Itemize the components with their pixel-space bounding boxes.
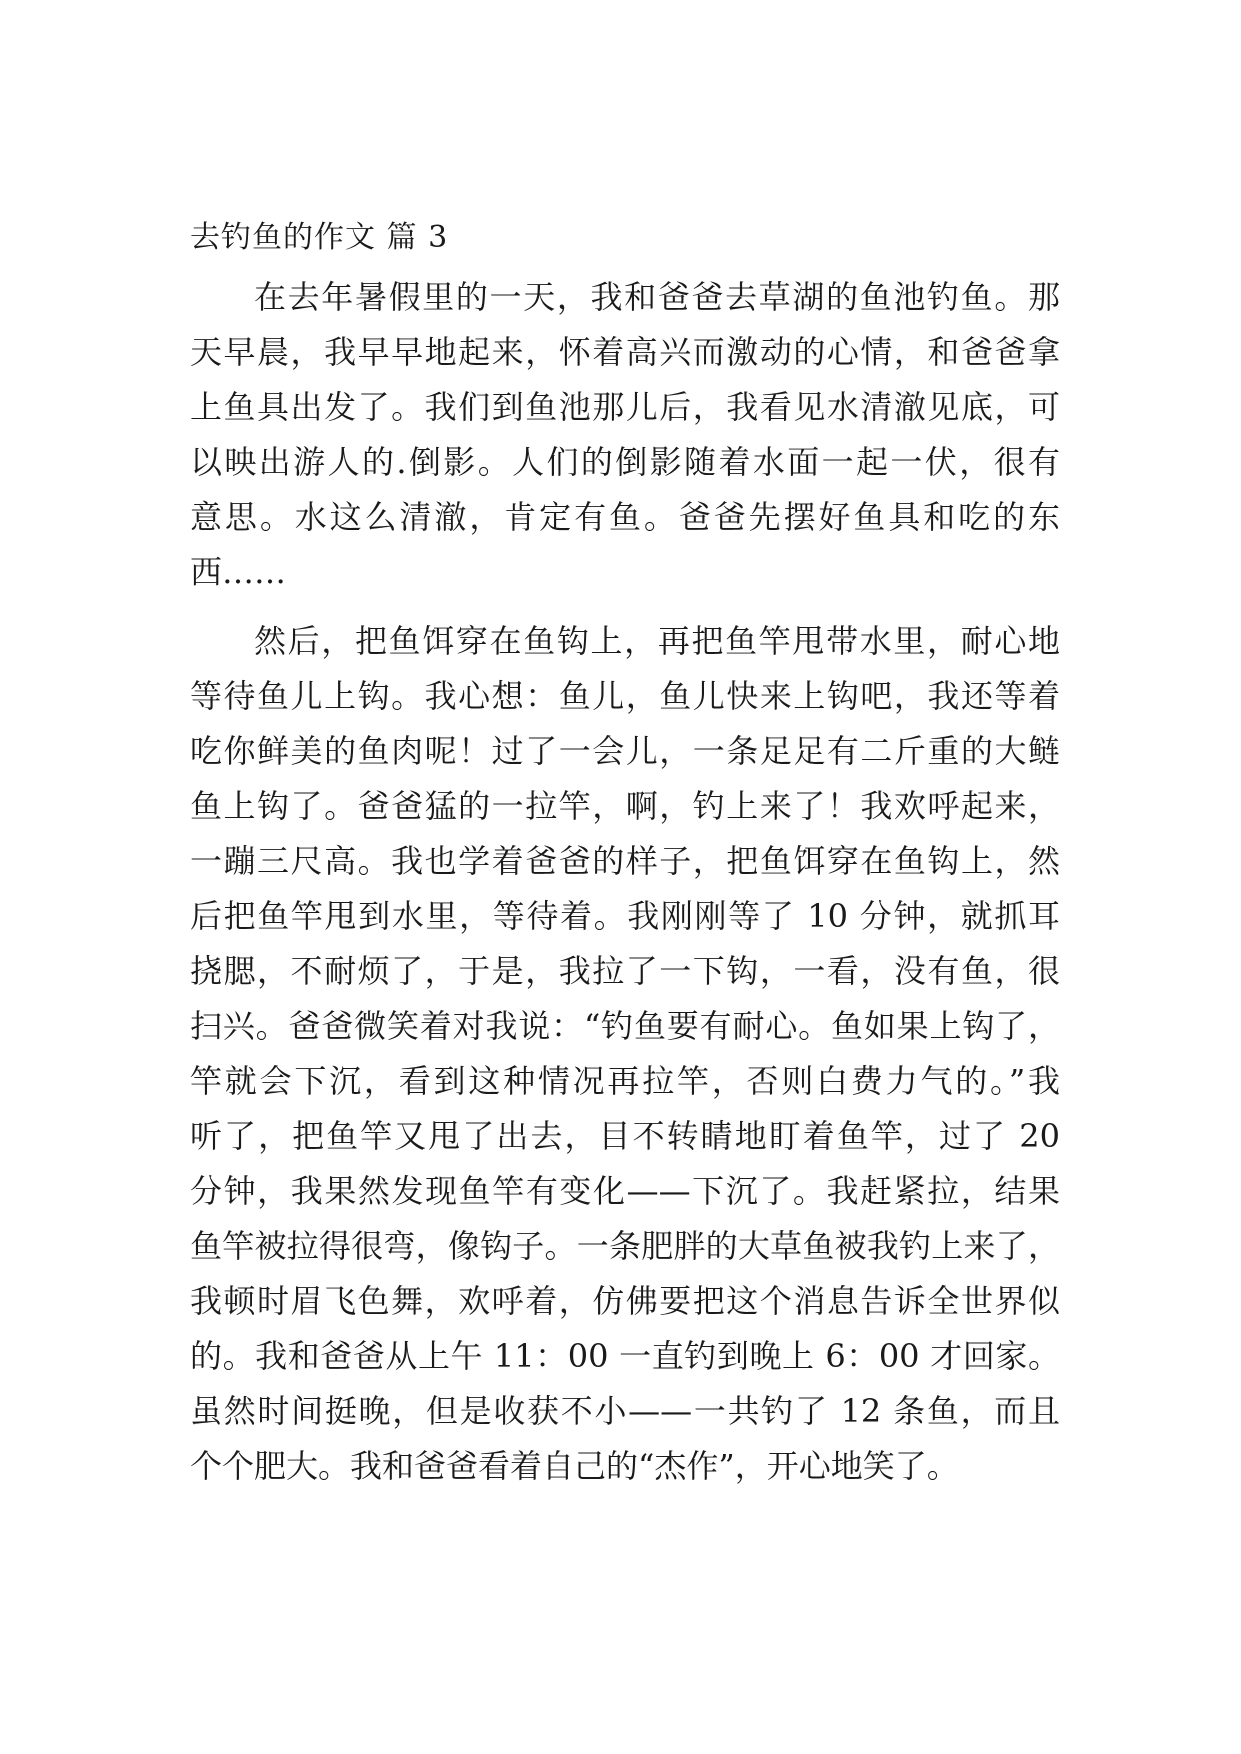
text-line: 等待鱼儿上钩。我心想：鱼儿，鱼儿快来上钩吧，我还等着 bbox=[190, 677, 1060, 715]
text-line: 后把鱼竿甩到水里，等待着。我刚刚等了 10 分钟，就抓耳 bbox=[190, 897, 1060, 935]
text-line: 挠腮，不耐烦了，于是，我拉了一下钩，一看，没有鱼，很 bbox=[190, 952, 1060, 990]
document-page bbox=[190, 220, 1060, 1508]
text-line: 吃你鲜美的鱼肉呢！过了一会儿，一条足足有二斤重的大鲢 bbox=[190, 732, 1060, 770]
text-line: 然后，把鱼饵穿在鱼钩上，再把鱼竿甩带水里，耐心地 bbox=[254, 622, 1060, 660]
text-line: 个个肥大。我和爸爸看着自己的“杰作”，开心地笑了。 bbox=[190, 1447, 959, 1485]
paragraph-2 bbox=[190, 614, 1060, 1494]
essay-title: 去钓鱼的作文 篇 3 bbox=[190, 220, 449, 255]
text-line: 鱼竿被拉得很弯，像钩子。一条肥胖的大草鱼被我钓上来了， bbox=[190, 1227, 1060, 1265]
text-line: 虽然时间挺晚，但是收获不小——一共钓了 12 条鱼，而且 bbox=[190, 1392, 1060, 1430]
text-line: 西…… bbox=[190, 553, 287, 591]
text-line: 以映出游人的.倒影。人们的倒影随着水面一起一伏，很有 bbox=[190, 443, 1060, 481]
text-line: 竿就会下沉，看到这种情况再拉竿，否则白费力气的。”我 bbox=[190, 1062, 1060, 1100]
text-line: 上鱼具出发了。我们到鱼池那儿后，我看见水清澈见底，可 bbox=[190, 388, 1060, 426]
text-line: 一蹦三尺高。我也学着爸爸的样子，把鱼饵穿在鱼钩上，然 bbox=[190, 842, 1060, 880]
text-line: 鱼上钩了。爸爸猛的一拉竿，啊，钓上来了！我欢呼起来， bbox=[190, 787, 1060, 825]
text-line: 扫兴。爸爸微笑着对我说：“钓鱼要有耐心。鱼如果上钩了， bbox=[190, 1007, 1060, 1045]
text-line: 意思。水这么清澈，肯定有鱼。爸爸先摆好鱼具和吃的东 bbox=[190, 498, 1060, 536]
text-line: 天早晨，我早早地起来，怀着高兴而激动的心情，和爸爸拿 bbox=[190, 333, 1060, 371]
text-line: 分钟，我果然发现鱼竿有变化——下沉了。我赶紧拉，结果 bbox=[190, 1172, 1060, 1210]
text-line: 我顿时眉飞色舞，欢呼着，仿佛要把这个消息告诉全世界似 bbox=[190, 1282, 1060, 1320]
text-line: 的。我和爸爸从上午 11：00 一直钓到晚上 6：00 才回家。 bbox=[190, 1337, 1060, 1375]
text-line: 听了，把鱼竿又甩了出去，目不转睛地盯着鱼竿，过了 20 bbox=[190, 1117, 1060, 1155]
text-line: 在去年暑假里的一天，我和爸爸去草湖的鱼池钓鱼。那 bbox=[254, 278, 1060, 316]
paragraph-1 bbox=[190, 270, 1060, 600]
